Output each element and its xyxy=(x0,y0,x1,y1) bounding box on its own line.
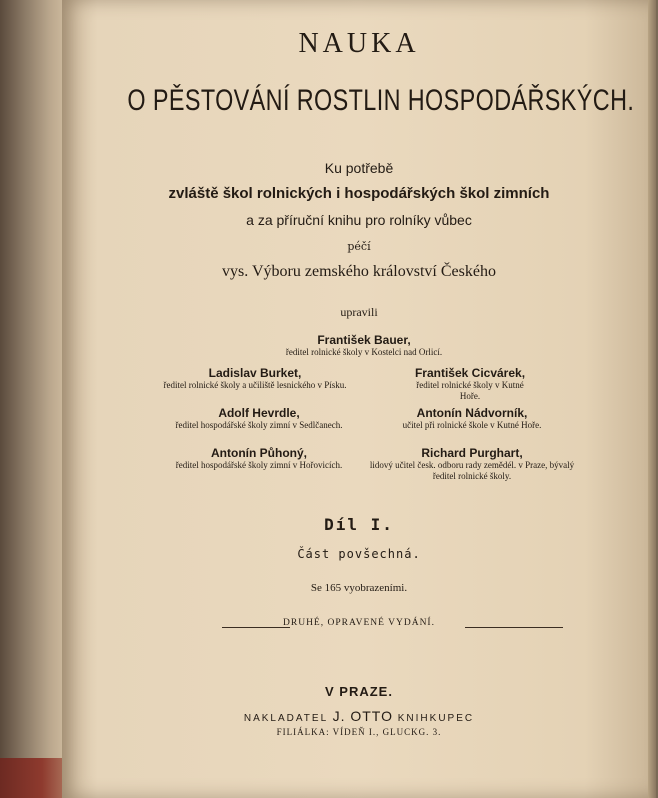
volume-label: Díl I. xyxy=(324,515,394,534)
publisher-line xyxy=(62,708,656,724)
author-entry xyxy=(174,446,344,471)
author-role: učitel při rolnické škole v Kutné Hoře. xyxy=(402,420,542,430)
illustrations-note: Se 165 vyobrazeními. xyxy=(310,582,408,594)
author-role: ředitel hospodářské školy zimní v Sedlčanech. xyxy=(175,420,343,430)
author-name: František Bauer, xyxy=(317,333,411,347)
page-edge xyxy=(648,0,656,798)
author-name: Antonín Nádvorník, xyxy=(416,406,528,420)
care-word: péčí xyxy=(347,240,371,253)
title-page xyxy=(62,0,656,798)
author-role: lidový učitel česk. odboru rady zemědél. v Praze, bývalý ředitel rolnické školy. xyxy=(369,460,575,481)
purpose-line-3: a za příruční knihu pro rolníky vůbec xyxy=(246,212,472,228)
committee-line: vys. Výboru zemského království Českého xyxy=(222,263,496,280)
edition-label: DRUHÉ, OPRAVENÉ VYDÁNÍ. xyxy=(283,618,435,628)
author-entry xyxy=(382,406,562,431)
author-role: ředitel rolnické školy v Kutné Hoře. xyxy=(416,380,524,401)
edited-by-label: upravili xyxy=(340,305,378,319)
part-label: Část povšechná. xyxy=(297,547,421,561)
book-spine xyxy=(0,0,70,798)
publisher-name: J. OTTO xyxy=(332,708,393,724)
author-entry xyxy=(380,366,560,402)
spine-binding xyxy=(0,758,70,798)
author-role: ředitel rolnické školy a učiliště lesnického v Písku. xyxy=(163,380,347,390)
author-name: Adolf Hevrdle, xyxy=(218,406,300,420)
place-of-publication: V PRAZE. xyxy=(325,684,393,699)
author-entry xyxy=(362,446,582,482)
author-entry xyxy=(174,406,344,431)
author-role: ředitel hospodářské školy zimní v Hořovicích. xyxy=(175,460,343,470)
publisher-suffix: KNIHKUPEC xyxy=(397,713,475,724)
author-name: Ladislav Burket, xyxy=(208,366,302,380)
author-entry xyxy=(160,366,350,391)
author-name: František Cicvárek, xyxy=(414,366,526,380)
author-role: ředitel rolnické školy v Kostelci nad Orlicí. xyxy=(285,347,443,357)
book-subtitle: O PĚSTOVÁNÍ ROSTLIN HOSPODÁŘSKÝCH. xyxy=(127,84,635,117)
author-entry xyxy=(234,333,494,358)
publisher-prefix: NAKLADATEL xyxy=(243,713,328,724)
book-title: NAUKA xyxy=(298,28,420,59)
branch-address: FILIÁLKA: VÍDEŇ I., GLUCKG. 3. xyxy=(276,727,442,737)
purpose-line-1: Ku potřebě xyxy=(324,160,394,176)
purpose-line-2: zvláště škol rolnických i hospodářských škol zimních xyxy=(168,185,550,202)
author-name: Antonín Půhoný, xyxy=(211,446,307,460)
author-name: Richard Purghart, xyxy=(421,446,523,460)
